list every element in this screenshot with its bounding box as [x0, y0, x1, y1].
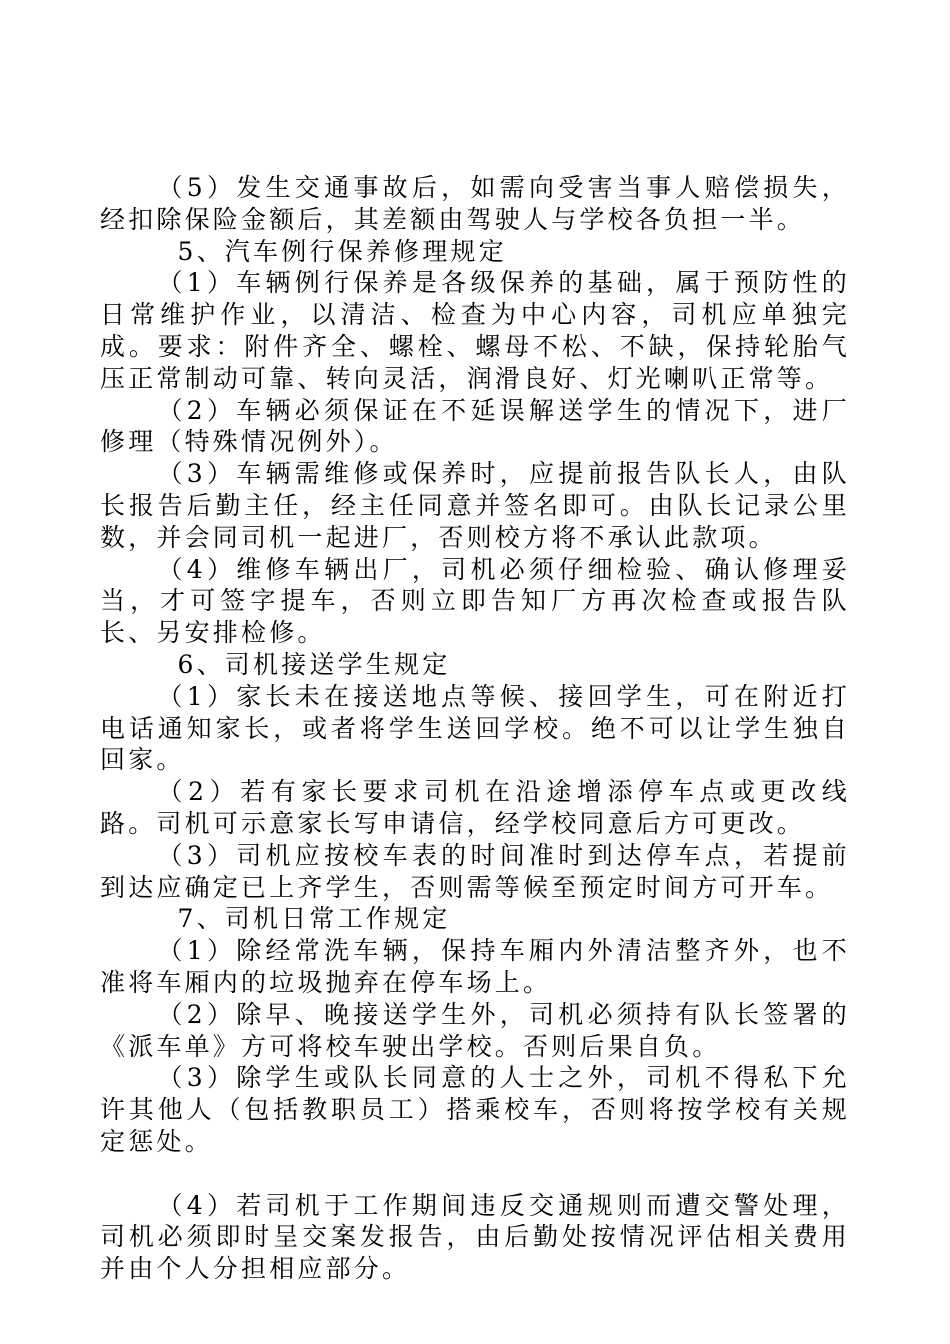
paragraph-7-1: （1）除经常洗车辆，保持车厢内外清洁整齐外，也不准将车厢内的垃圾抛弃在停车场上。 — [100, 936, 850, 997]
paragraph-6-2: （2）若有家长要求司机在沿途增添停车点或更改线路。司机可示意家长写申请信，经学校同意后方可更改。 — [100, 777, 850, 838]
paragraph-5-2: （2）车辆必须保证在不延误解送学生的情况下，进厂修理（特殊情况例外）。 — [100, 395, 850, 457]
paragraph-7-4: （4）若司机于工作期间违反交通规则而遭交警处理，司机必须即时呈交案发报告，由后勤处按情况评估相关费用并由个人分担相应部分。 — [100, 1190, 850, 1284]
section-heading-6: 6、司机接送学生规定 — [177, 649, 451, 679]
paragraph-7-3: （3）除学生或队长同意的人士之外，司机不得私下允许其他人（包括教职员工）搭乘校车，否则将按学校有关规定惩处。 — [100, 1063, 850, 1156]
paragraph-6-3: （3）司机应按校车表的时间准时到达停车点，若提前到达应确定已上齐学生，否则需等候至预定时间方可开车。 — [100, 840, 850, 902]
paragraph-5-4: （4）维修车辆出厂，司机必须仔细检验、确认修理妥当，才可签字提车，否则立即告知厂方再次检查或报告队长、另安排检修。 — [100, 554, 850, 648]
blank-line — [100, 1158, 850, 1190]
paragraph-5-1: （1）车辆例行保养是各级保养的基础，属于预防性的日常维护作业，以清洁、检查为中心内容，司机应单独完成。要求：附件齐全、螺栓、螺母不松、不缺，保持轮胎气压正常制动可靠、转向灵活，润滑良好、灯光喇叭正常等。 — [100, 268, 850, 393]
paragraph-5-3: （3）车辆需维修或保养时，应提前报告队长人，由队长报告后勤主任，经主任同意并签名即可。由队长记录公里数，并会同司机一起进厂，否则校方将不承认此款项。 — [100, 459, 850, 552]
paragraph-7-2: （2）除早、晚接送学生外，司机必须持有队长签署的《派车单》方可将校车驶出学校。否则后果自负。 — [100, 999, 850, 1061]
document-body — [100, 172, 850, 1285]
section-heading-5: 5、汽车例行保养修理规定 — [177, 236, 507, 266]
paragraph-6-1: （1）家长未在接送地点等候、接回学生，可在附近打电话通知家长，或者将学生送回学校。绝不可以让学生独自回家。 — [100, 681, 850, 775]
paragraph-5-5: （5）发生交通事故后，如需向受害当事人赔偿损失，经扣除保险金额后，其差额由驾驶人与学校各负担一半。 — [100, 173, 850, 234]
section-heading-7: 7、司机日常工作规定 — [177, 904, 451, 934]
